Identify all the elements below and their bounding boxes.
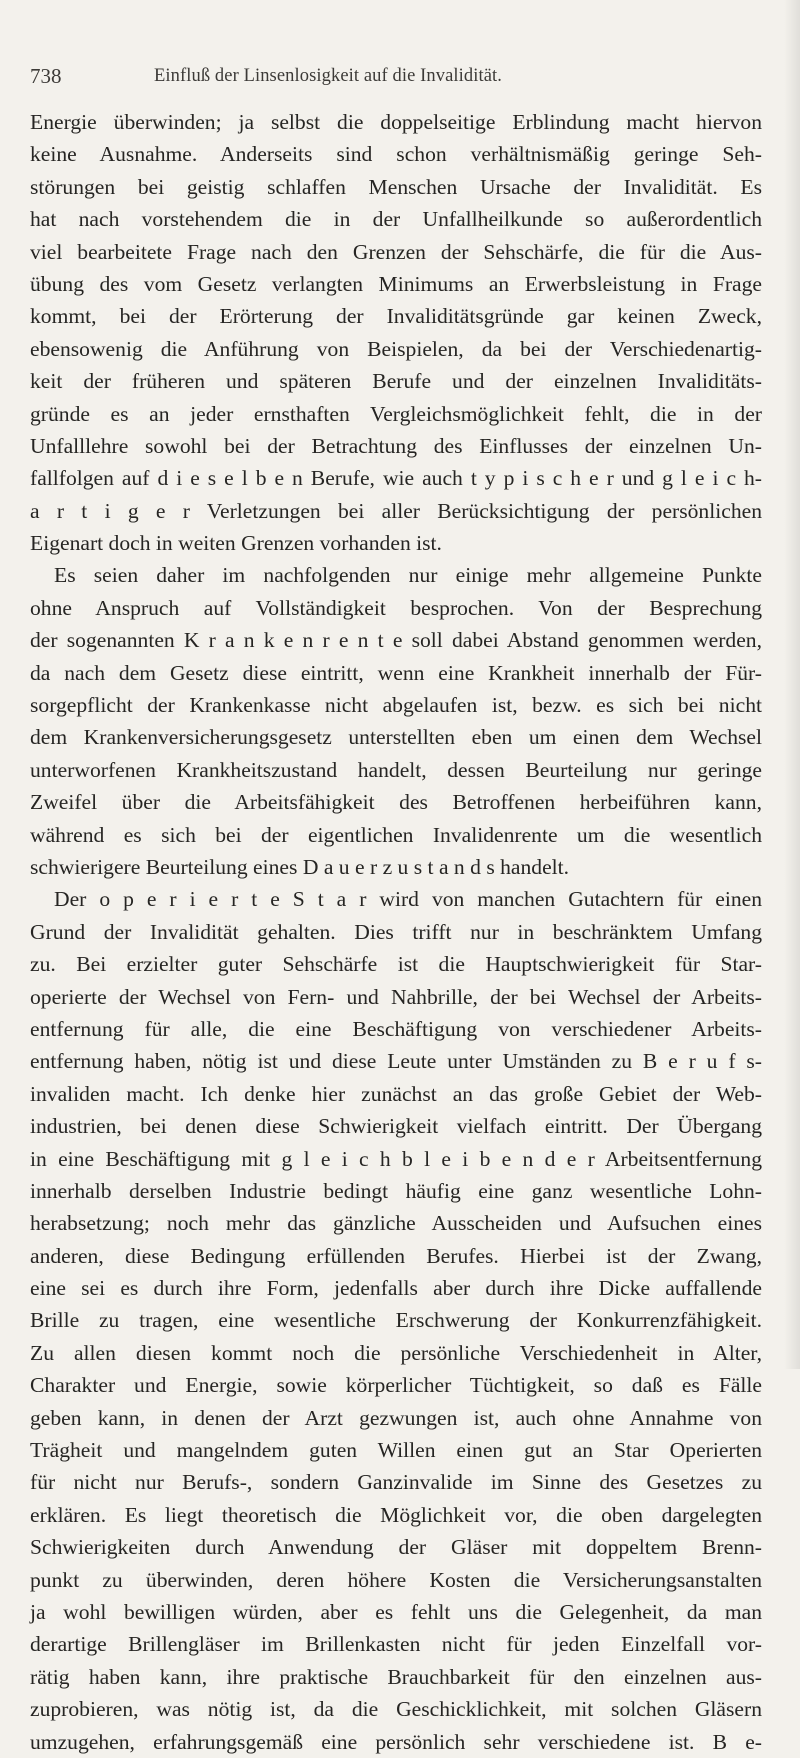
text-line: Zu allen diesen kommt noch die persönliche Verschiedenheit in Alter, [30,1340,762,1365]
text-line: hat nach vorstehendem die in der Unfallheilkunde so außerordentlich [30,207,762,232]
text-line: entfernung haben, nötig ist und diese Leute unter Umständen zu B e r u f s- [30,1049,762,1074]
text-line: kommt, bei der Erörterung der Invaliditätsgründe gar keinen Zweck, [30,304,762,329]
text-line: Brille zu tragen, eine wesentliche Erschwerung der Konkurrenzfähigkeit. [30,1308,762,1333]
text-line: erklären. Es liegt theoretisch die Möglichkeit vor, die oben dargelegten [30,1502,762,1527]
text-line: innerhalb derselben Industrie bedingt häufig eine ganz wesentliche Lohn- [30,1178,762,1203]
text-line: zuprobieren, was nötig ist, da die Geschicklichkeit, mit solchen Gläsern [30,1697,762,1722]
text-line: für nicht nur Berufs-, sondern Ganzinvalide im Sinne des Gesetzes zu [30,1470,762,1495]
body-text [30,106,762,1758]
text-line: zu. Bei erzielter guter Sehschärfe ist die Hauptschwierigkeit für Star- [30,952,762,977]
text-line: dem Krankenversicherungsgesetz unterstellten eben um einen dem Wechsel [30,725,762,750]
text-line: ja wohl bewilligen würden, aber es fehlt uns die Gelegenheit, da man [30,1599,762,1624]
text-line: Eigenart doch in weiten Grenzen vorhanden ist. [30,531,442,556]
text-line: derartige Brillengläser im Brillenkasten nicht für jeden Einzelfall vor- [30,1632,762,1657]
text-line: punkt zu überwinden, deren höhere Kosten die Versicherungsanstalten [30,1567,762,1592]
running-head: Einfluß der Linsenlosigkeit auf die Invalidität. [154,66,502,86]
text-line: viel bearbeitete Frage nach den Grenzen der Sehschärfe, die für die Aus- [30,239,762,264]
text-line: Unfalllehre sowohl bei der Betrachtung des Einflusses der einzelnen Un- [30,433,762,458]
text-line: operierte der Wechsel von Fern- und Nahbrille, der bei Wechsel der Arbeits- [30,984,762,1009]
text-line: unterworfenen Krankheitszustand handelt, dessen Beurteilung nur geringe [30,757,762,782]
text-line: keit der früheren und späteren Berufe und der einzelnen Invaliditäts- [30,369,762,394]
text-line: übung des vom Gesetz verlangten Minimums an Erwerbsleistung in Frage [30,271,762,296]
text-line: invaliden macht. Ich denke hier zunächst an das große Gebiet der Web- [30,1081,762,1106]
text-line: umzugehen, erfahrungsgemäß eine persönlich sehr verschiedene ist. B e- [30,1729,762,1754]
text-line: Trägheit und mangelndem guten Willen einen gut an Star Operierten [30,1438,762,1463]
text-line: der sogenannten K r a n k e n r e n t e soll dabei Abstand genommen werden, [30,628,762,653]
text-line: rätig haben kann, ihre praktische Brauchbarkeit für den einzelnen aus- [30,1664,762,1689]
text-line: ohne Anspruch auf Vollständigkeit besprochen. Von der Besprechung [30,595,762,620]
text-line: in eine Beschäftigung mit g l e i c h b l e i b e n d e r Arbeitsentfernung [30,1146,762,1171]
text-line: a r t i g e r Verletzungen bei aller Berücksichtigung der persönlichen [30,498,762,523]
text-line: ebensowenig die Anführung von Beispielen, da bei der Verschiedenartig- [30,336,762,361]
text-line: anderen, diese Bedingung erfüllenden Berufes. Hierbei ist der Zwang, [30,1243,762,1268]
text-line: sorgepflicht der Krankenkasse nicht abgelaufen ist, bezw. es sich bei nicht [30,693,762,718]
text-line: Es seien daher im nachfolgenden nur einige mehr allgemeine Punkte [54,563,762,588]
text-line: Grund der Invalidität gehalten. Dies trifft nur in beschränktem Umfang [30,919,762,944]
text-line: herabsetzung; noch mehr das gänzliche Ausscheiden und Aufsuchen eines [30,1211,762,1236]
text-line: gründe es an jeder ernsthaften Vergleichsmöglichkeit fehlt, die in der [30,401,762,426]
text-line: Der o p e r i e r t e S t a r wird von manchen Gutachtern für einen [54,887,762,912]
text-line: Zweifel über die Arbeitsfähigkeit des Betroffenen herbeiführen kann, [30,790,762,815]
page-number: 738 [30,64,62,88]
page-header [30,63,750,89]
text-line: Energie überwinden; ja selbst die doppelseitige Erblindung macht hiervon [30,110,762,134]
text-line: störungen bei geistig schlaffen Menschen Ursache der Invalidität. Es [30,174,762,199]
text-line: geben kann, in denen der Arzt gezwungen ist, auch ohne Annahme von [30,1405,762,1430]
text-line: während es sich bei der eigentlichen Invalidenrente um die wesentlich [30,822,762,847]
text-line: da nach dem Gesetz diese eintritt, wenn eine Krankheit innerhalb der Für- [30,660,762,685]
text-line: eine sei es durch ihre Form, jedenfalls aber durch ihre Dicke auffallende [30,1276,762,1301]
text-line: schwierigere Beurteilung eines D a u e r z u s t a n d s handelt. [30,854,570,879]
text-line: keine Ausnahme. Anderseits sind schon verhältnismäßig geringe Seh- [30,142,762,167]
text-line: industrien, bei denen diese Schwierigkeit vielfach eintritt. Der Übergang [30,1114,762,1139]
text-line: entfernung für alle, die eine Beschäftigung von verschiedener Arbeits- [30,1016,762,1041]
text-line: fallfolgen auf d i e s e l b e n Berufe, wie auch t y p i s c h e r und g l e i c h- [30,466,762,491]
page-edge-shadow [784,0,800,1369]
text-line: Schwierigkeiten durch Anwendung der Gläser mit doppeltem Brenn- [30,1535,762,1560]
text-line: Charakter und Energie, sowie körperlicher Tüchtigkeit, so daß es Fälle [30,1373,762,1398]
